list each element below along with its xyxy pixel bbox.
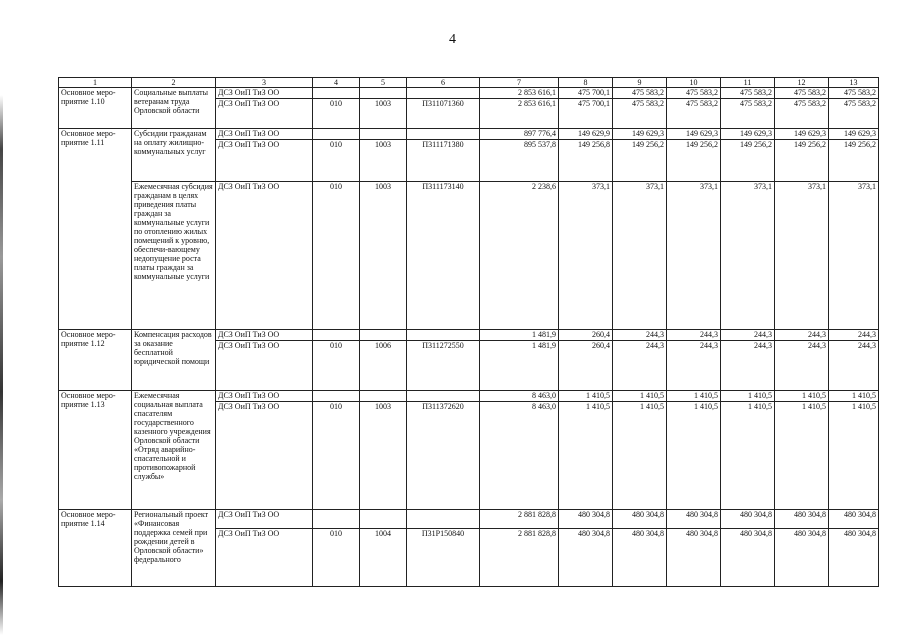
csr-cell: [407, 330, 480, 341]
budget-table: [58, 77, 879, 587]
value-cell: 475 583,2: [667, 99, 721, 129]
value-cell: 1 410,5: [613, 402, 667, 510]
grbs-cell: [313, 129, 360, 140]
name-cell: Субсидии гражданам на оплату жилищно-коммунальных услуг: [132, 129, 216, 182]
value-cell: 480 304,8: [829, 510, 879, 529]
value-cell: 244,3: [721, 330, 775, 341]
value-cell: 149 256,8: [559, 140, 613, 182]
executor-cell: ДСЗ ОиП ТиЗ ОО: [216, 182, 313, 330]
csr-cell: П311372620: [407, 402, 480, 510]
value-cell: 480 304,8: [613, 529, 667, 587]
value-cell: 480 304,8: [721, 510, 775, 529]
name-cell: Региональный проект «Финансовая поддержка семей при рождении детей в Орловской области» федерального: [132, 510, 216, 587]
event-cell: Основное меро-приятие 1.14: [59, 510, 132, 587]
value-cell: 475 583,2: [667, 88, 721, 99]
csr-cell: П311173140: [407, 182, 480, 330]
value-cell: 244,3: [667, 330, 721, 341]
column-header: 8: [559, 78, 613, 88]
csr-cell: П311272550: [407, 341, 480, 391]
rzpr-cell: 1003: [360, 140, 407, 182]
executor-cell: ДСЗ ОиП ТиЗ ОО: [216, 129, 313, 140]
column-header: 7: [480, 78, 559, 88]
value-cell: 244,3: [775, 330, 829, 341]
event-cell: Основное меро-приятие 1.10: [59, 88, 132, 129]
value-cell: 244,3: [721, 341, 775, 391]
csr-cell: [407, 129, 480, 140]
value-cell: 373,1: [667, 182, 721, 330]
value-cell: 149 256,2: [775, 140, 829, 182]
value-cell: 480 304,8: [667, 510, 721, 529]
rzpr-cell: [360, 391, 407, 402]
rzpr-cell: [360, 88, 407, 99]
value-cell: 895 537,8: [480, 140, 559, 182]
value-cell: 2 853 616,1: [480, 88, 559, 99]
value-cell: 149 629,3: [775, 129, 829, 140]
csr-cell: [407, 391, 480, 402]
value-cell: 897 776,4: [480, 129, 559, 140]
grbs-cell: 010: [313, 182, 360, 330]
value-cell: 475 583,2: [613, 99, 667, 129]
csr-cell: [407, 510, 480, 529]
executor-cell: ДСЗ ОиП ТиЗ ОО: [216, 391, 313, 402]
table-body: [59, 88, 879, 587]
csr-cell: П311071360: [407, 99, 480, 129]
value-cell: 149 256,2: [721, 140, 775, 182]
table-row: [59, 510, 879, 529]
value-cell: 480 304,8: [775, 529, 829, 587]
rzpr-cell: 1004: [360, 529, 407, 587]
value-cell: 1 410,5: [721, 402, 775, 510]
value-cell: 1 410,5: [829, 391, 879, 402]
event-cell: Основное меро-приятие 1.12: [59, 330, 132, 391]
value-cell: 373,1: [775, 182, 829, 330]
event-cell: Основное меро-приятие 1.13: [59, 391, 132, 510]
table-row: [59, 330, 879, 341]
column-header: 6: [407, 78, 480, 88]
page-number: 4: [449, 32, 456, 47]
name-cell: Социальные выплаты ветеранам труда Орловской области: [132, 88, 216, 129]
value-cell: 475 583,2: [721, 99, 775, 129]
column-header: 3: [216, 78, 313, 88]
executor-cell: ДСЗ ОиП ТиЗ ОО: [216, 341, 313, 391]
table-row: [59, 391, 879, 402]
value-cell: 480 304,8: [559, 529, 613, 587]
value-cell: 1 410,5: [667, 391, 721, 402]
value-cell: 1 410,5: [829, 402, 879, 510]
value-cell: 480 304,8: [667, 529, 721, 587]
value-cell: 149 256,2: [667, 140, 721, 182]
value-cell: 1 410,5: [721, 391, 775, 402]
value-cell: 260,4: [559, 330, 613, 341]
grbs-cell: 010: [313, 529, 360, 587]
column-header: 13: [829, 78, 879, 88]
value-cell: 475 583,2: [721, 88, 775, 99]
rzpr-cell: [360, 330, 407, 341]
value-cell: 475 583,2: [613, 88, 667, 99]
value-cell: 2 853 616,1: [480, 99, 559, 129]
rzpr-cell: [360, 510, 407, 529]
rzpr-cell: 1003: [360, 99, 407, 129]
value-cell: 480 304,8: [775, 510, 829, 529]
value-cell: 149 256,2: [613, 140, 667, 182]
value-cell: 2 881 828,8: [480, 529, 559, 587]
value-cell: 244,3: [829, 330, 879, 341]
value-cell: 480 304,8: [721, 529, 775, 587]
executor-cell: ДСЗ ОиП ТиЗ ОО: [216, 402, 313, 510]
table-row: [59, 129, 879, 140]
value-cell: 8 463,0: [480, 391, 559, 402]
grbs-cell: [313, 391, 360, 402]
value-cell: 1 410,5: [613, 391, 667, 402]
value-cell: 244,3: [613, 330, 667, 341]
rzpr-cell: 1003: [360, 402, 407, 510]
value-cell: 149 629,3: [721, 129, 775, 140]
grbs-cell: [313, 510, 360, 529]
value-cell: 373,1: [559, 182, 613, 330]
value-cell: 244,3: [829, 341, 879, 391]
executor-cell: ДСЗ ОиП ТиЗ ОО: [216, 99, 313, 129]
header-row: [59, 78, 879, 88]
grbs-cell: 010: [313, 402, 360, 510]
executor-cell: ДСЗ ОиП ТиЗ ОО: [216, 510, 313, 529]
scan-edge-artifact: [0, 95, 3, 635]
value-cell: 2 238,6: [480, 182, 559, 330]
csr-cell: П311171380: [407, 140, 480, 182]
value-cell: 1 410,5: [559, 391, 613, 402]
value-cell: 475 583,2: [829, 99, 879, 129]
value-cell: 475 700,1: [559, 99, 613, 129]
table-row: [59, 182, 879, 330]
grbs-cell: 010: [313, 99, 360, 129]
value-cell: 260,4: [559, 341, 613, 391]
value-cell: 244,3: [613, 341, 667, 391]
value-cell: 373,1: [721, 182, 775, 330]
value-cell: 244,3: [775, 341, 829, 391]
value-cell: 475 700,1: [559, 88, 613, 99]
value-cell: 373,1: [829, 182, 879, 330]
value-cell: 1 481,9: [480, 330, 559, 341]
executor-cell: ДСЗ ОиП ТиЗ ОО: [216, 88, 313, 99]
value-cell: 480 304,8: [613, 510, 667, 529]
value-cell: 244,3: [667, 341, 721, 391]
table-row: [59, 88, 879, 99]
column-header: 10: [667, 78, 721, 88]
rzpr-cell: 1006: [360, 341, 407, 391]
executor-cell: ДСЗ ОиП ТиЗ ОО: [216, 330, 313, 341]
value-cell: 8 463,0: [480, 402, 559, 510]
value-cell: 1 410,5: [775, 391, 829, 402]
column-header: 5: [360, 78, 407, 88]
grbs-cell: [313, 88, 360, 99]
column-header: 12: [775, 78, 829, 88]
value-cell: 1 410,5: [667, 402, 721, 510]
grbs-cell: 010: [313, 341, 360, 391]
name-cell: Ежемесячная субсидия гражданам в целях приведения платы граждан за коммунальные услуги по отоплению жилых помещений к уровню, обеспечи-вающему недопущение роста платы граждан за коммунальные услуги: [132, 182, 216, 330]
value-cell: 1 410,5: [559, 402, 613, 510]
value-cell: 1 410,5: [775, 402, 829, 510]
name-cell: Ежемесячная социальная выплата спасателям государственного казенного учреждения Орловской области «Отряд аварийно-спасательной и противопожарной службы»: [132, 391, 216, 510]
column-header: 4: [313, 78, 360, 88]
event-cell: Основное меро-приятие 1.11: [59, 129, 132, 330]
column-header: 1: [59, 78, 132, 88]
value-cell: 475 583,2: [829, 88, 879, 99]
value-cell: 2 881 828,8: [480, 510, 559, 529]
name-cell: Компенсация расходов за оказание бесплатной юридической помощи: [132, 330, 216, 391]
value-cell: 480 304,8: [559, 510, 613, 529]
grbs-cell: 010: [313, 140, 360, 182]
value-cell: 149 629,3: [613, 129, 667, 140]
value-cell: 149 629,9: [559, 129, 613, 140]
grbs-cell: [313, 330, 360, 341]
column-header: 11: [721, 78, 775, 88]
value-cell: 373,1: [613, 182, 667, 330]
value-cell: 149 629,3: [829, 129, 879, 140]
value-cell: 475 583,2: [775, 99, 829, 129]
rzpr-cell: 1003: [360, 182, 407, 330]
value-cell: 475 583,2: [775, 88, 829, 99]
executor-cell: ДСЗ ОиП ТиЗ ОО: [216, 529, 313, 587]
csr-cell: [407, 88, 480, 99]
column-header: 2: [132, 78, 216, 88]
value-cell: 149 629,3: [667, 129, 721, 140]
executor-cell: ДСЗ ОиП ТиЗ ОО: [216, 140, 313, 182]
rzpr-cell: [360, 129, 407, 140]
value-cell: 1 481,9: [480, 341, 559, 391]
csr-cell: П31Р150840: [407, 529, 480, 587]
value-cell: 149 256,2: [829, 140, 879, 182]
value-cell: 480 304,8: [829, 529, 879, 587]
column-header: 9: [613, 78, 667, 88]
